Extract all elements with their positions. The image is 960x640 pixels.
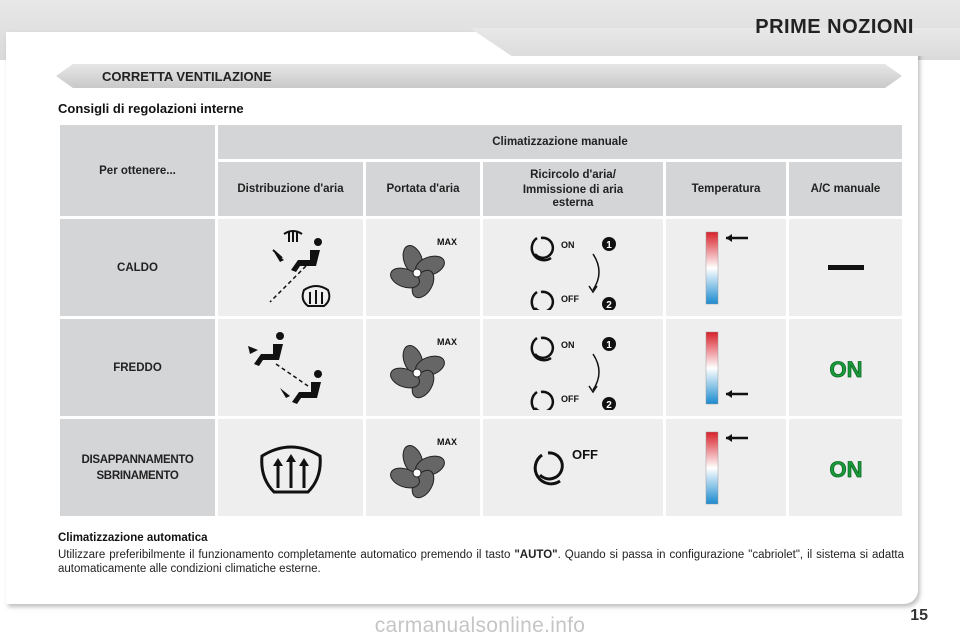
fan-cell (366, 219, 480, 316)
air-distribution-windscreen-feet-icon (236, 228, 346, 308)
auto-section-title: Climatizzazione automatica (58, 532, 208, 544)
recirc-cell (483, 319, 663, 416)
recirculation-on-off-icon (523, 326, 623, 410)
col-flow: Portata d'aria (366, 162, 480, 216)
row-label-demist (60, 419, 215, 516)
page-title: PRIME NOZIONI (755, 16, 914, 38)
ac-on-label: ON (829, 356, 862, 382)
fan-max-icon (383, 433, 463, 503)
fan-max-label: MAX (437, 336, 457, 347)
recirc-on-label: ON (561, 339, 575, 350)
ac-off-dash-icon (816, 258, 876, 278)
row-label-demist-line2: SBRINAMENTO (96, 469, 179, 482)
auto-section-text (58, 548, 904, 576)
fan-max-label: MAX (437, 236, 457, 247)
recirculation-on-off-icon (523, 226, 623, 310)
col-ac: A/C manuale (789, 162, 902, 216)
temperature-gauge-icon (696, 428, 756, 508)
auto-text-after: . Quando si passa in configurazione "cabriolet", il sistema si adatta automaticamente alle condizioni climatiche esterne. (58, 549, 904, 575)
ac-on-label: ON (829, 456, 862, 482)
recirc-cell (483, 419, 663, 516)
step-1-badge: 1 (606, 239, 612, 251)
fan-max-label: MAX (437, 436, 457, 447)
ac-cell (789, 219, 902, 316)
col-recirc-line1: Ricircolo d'aria/ (530, 168, 616, 181)
recirc-off-label: OFF (561, 293, 579, 304)
fan-max-icon (383, 333, 463, 403)
ac-on-icon (816, 353, 876, 383)
step-1-badge: 1 (606, 339, 612, 351)
temperature-gauge-icon (696, 228, 756, 308)
settings-table (57, 122, 905, 519)
recirc-cell (483, 219, 663, 316)
recirc-on-label: ON (561, 239, 575, 250)
temperature-cell (666, 219, 786, 316)
subsection-title: Consigli di regolazioni interne (58, 101, 244, 116)
distribution-cell (218, 219, 363, 316)
watermark: carmanualsonline.info (374, 614, 586, 637)
section-title: CORRETTA VENTILAZIONE (102, 69, 272, 84)
ac-on-icon (816, 453, 876, 483)
corner-label: Per ottenere... (60, 125, 215, 216)
row-label-demist-line1: DISAPPANNAMENTO (81, 453, 194, 466)
step-2-badge: 2 (606, 299, 612, 310)
group-header: Climatizzazione manuale (218, 125, 902, 159)
distribution-cell (218, 419, 363, 516)
col-distribution: Distribuzione d'aria (218, 162, 363, 216)
windscreen-demist-icon (256, 438, 326, 498)
auto-key: "AUTO" (514, 549, 558, 561)
recirc-off-label: OFF (572, 446, 598, 462)
row-label-caldo: CALDO (60, 219, 215, 316)
recirculation-off-icon (528, 443, 618, 493)
col-recirc (483, 162, 663, 216)
page-number: 15 (910, 607, 928, 624)
temperature-cell (666, 319, 786, 416)
auto-text-before: Utilizzare preferibilmente il funzionamento completamente automatico premendo il tasto (58, 549, 515, 561)
col-temperature: Temperatura (666, 162, 786, 216)
fan-cell (366, 319, 480, 416)
fan-cell (366, 419, 480, 516)
col-recirc-line2: Immissione di aria esterna (522, 183, 624, 209)
temperature-gauge-icon (696, 328, 756, 408)
row-label-freddo: FREDDO (60, 319, 215, 416)
fan-max-icon (383, 233, 463, 303)
recirc-off-label: OFF (561, 393, 579, 404)
step-2-badge: 2 (606, 399, 612, 410)
distribution-cell (218, 319, 363, 416)
ac-cell (789, 319, 902, 416)
temperature-cell (666, 419, 786, 516)
air-distribution-face-feet-icon (236, 328, 346, 408)
ac-cell (789, 419, 902, 516)
